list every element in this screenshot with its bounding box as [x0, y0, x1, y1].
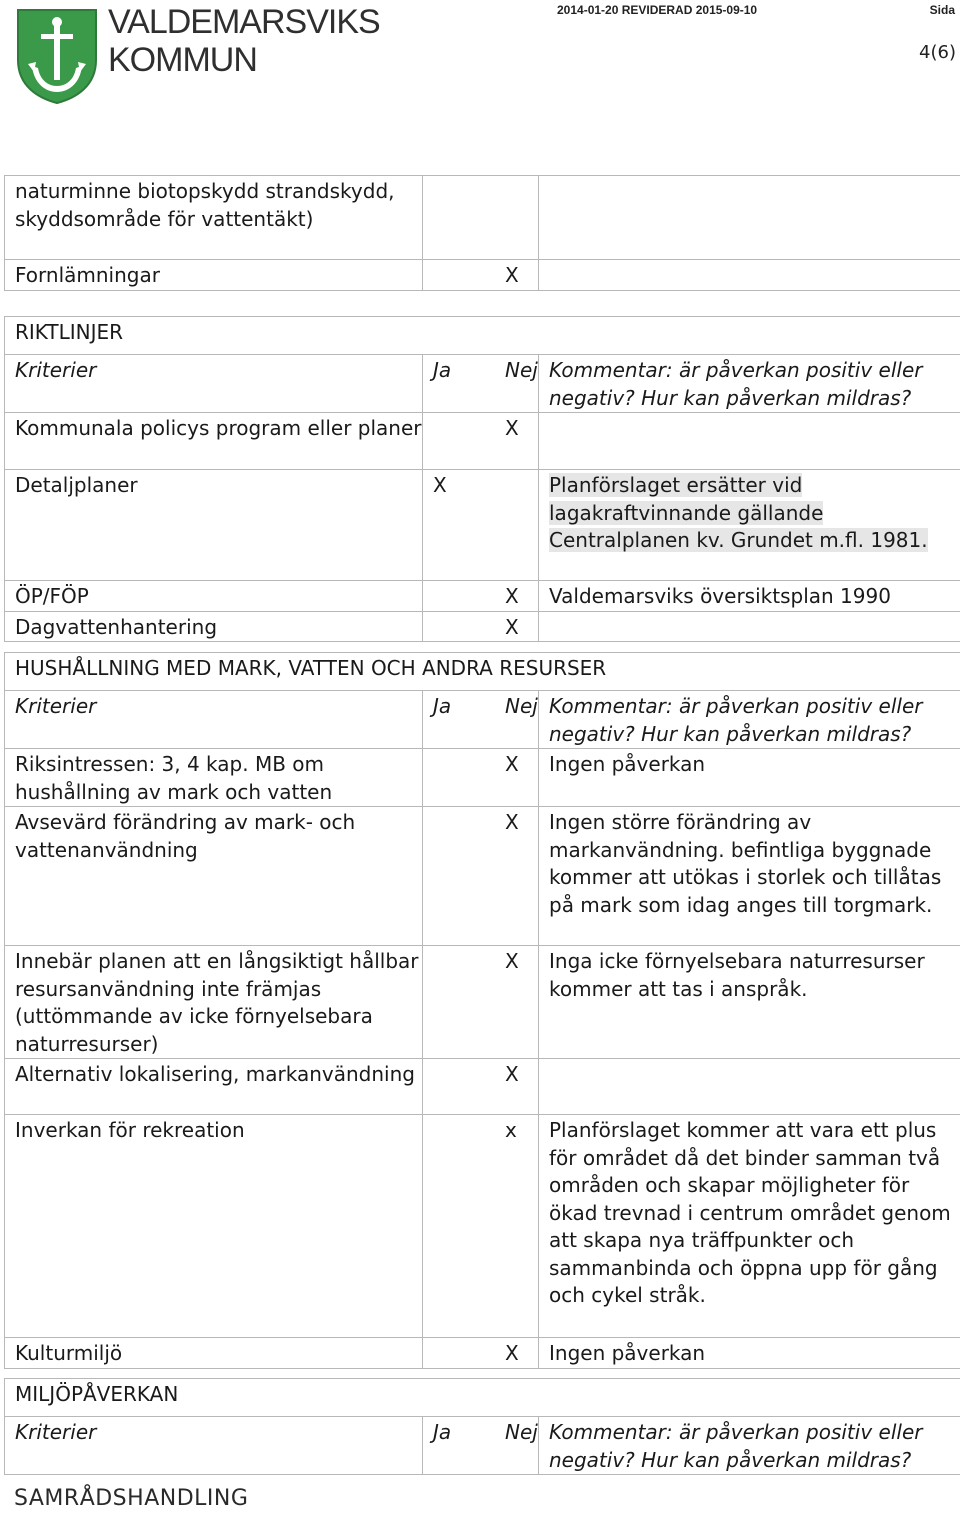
nej-mark: x [505, 1118, 517, 1142]
criterion-cell: naturminne biotopskydd strandskydd, skyddsområde för vattentäkt) [5, 176, 423, 260]
ja-header: Ja [433, 1420, 452, 1444]
mark-cell [423, 413, 539, 470]
mark-cell [423, 946, 539, 1059]
nej-mark: X [505, 614, 519, 639]
criterion-cell: Innebär planen att en långsiktigt hållbar resursanvändning inte främjas (uttömmande av icke förnyelsebara naturresurser) [5, 946, 423, 1059]
table-row [5, 176, 960, 260]
column-header-row [5, 355, 960, 413]
comment-cell: Valdemarsviks översiktsplan 1990 [539, 581, 960, 612]
mark-cell [423, 176, 539, 260]
criteria-header: Kriterier [5, 1417, 423, 1475]
mark-cell [423, 470, 539, 581]
mark-cell [423, 749, 539, 807]
nej-header: Nej [505, 694, 538, 718]
comment-cell: Ingen påverkan [539, 749, 960, 807]
table-row [5, 749, 960, 807]
nej-mark: X [505, 263, 519, 287]
nej-mark: X [505, 584, 519, 608]
criterion-cell: Detaljplaner [5, 470, 423, 581]
comment-cell [539, 1059, 960, 1115]
riktlinjer-table [4, 316, 960, 642]
comment-header: Kommentar: är påverkan positiv eller negativ? Hur kan påverkan mildras? [539, 355, 960, 413]
table-row [5, 470, 960, 581]
revision-date: 2014-01-20 REVIDERAD 2015-09-10 [557, 3, 758, 17]
section-title-row [5, 317, 960, 355]
criterion-cell: Dagvattenhantering [5, 611, 423, 642]
table-row [5, 1059, 960, 1115]
table-row [5, 946, 960, 1059]
comment-cell: Inga icke förnyelsebara naturresurser kommer att tas i anspråk. [539, 946, 960, 1059]
mark-cell [423, 260, 539, 291]
comment-cell [539, 470, 960, 581]
comment-cell [539, 260, 960, 291]
nej-mark: X [505, 949, 519, 973]
table-row [5, 611, 960, 642]
criterion-cell: Alternativ lokalisering, markanvändning [5, 1059, 423, 1115]
criterion-cell: Kommunala policys program eller planer [5, 413, 423, 470]
section-title: HUSHÅLLNING MED MARK, VATTEN OCH ANDRA RESURSER [5, 653, 960, 691]
org-name-line1: VALDEMARSVIKS [108, 3, 380, 41]
criterion-cell: ÖP/FÖP [5, 581, 423, 612]
section-title: RIKTLINJER [5, 317, 960, 355]
mark-cell [423, 1338, 539, 1369]
nej-mark: X [505, 416, 519, 440]
table-row [5, 807, 960, 946]
ja-nej-header [423, 355, 539, 413]
table-row [5, 260, 960, 291]
section-title-row [5, 653, 960, 691]
criterion-cell: Fornlämningar [5, 260, 423, 291]
ja-header: Ja [433, 694, 452, 718]
ja-header: Ja [433, 358, 452, 382]
comment-cell [539, 413, 960, 470]
miljopaverkan-table [4, 1378, 960, 1475]
page-number: 4(6) [919, 42, 956, 63]
criterion-cell: Riksintressen: 3, 4 kap. MB om hushållning av mark och vatten [5, 749, 423, 807]
comment-header: Kommentar: är påverkan positiv eller negativ? Hur kan påverkan mildras? [539, 1417, 960, 1475]
column-header-row [5, 691, 960, 749]
criteria-header: Kriterier [5, 355, 423, 413]
highlighted-comment: Planförslaget ersätter vid lagakraftvinnande gällande Centralplanen kv. Grundet m.fl. 1981. [549, 473, 928, 552]
comment-cell: Planförslaget kommer att vara ett plus för området då det binder samman två områden och skapar möjligheter för ökad trevnad i centrum området genom att skapa nya träffpunkter och sammanbinda och öppna upp för gång och cykel stråk. [539, 1115, 960, 1338]
mark-cell [423, 1059, 539, 1115]
section-title-row [5, 1379, 960, 1417]
page-label: Sida [929, 3, 955, 17]
column-header-row [5, 1417, 960, 1475]
mark-cell [423, 611, 539, 642]
nej-mark: X [505, 1341, 519, 1365]
nej-mark: X [505, 1062, 519, 1086]
comment-header: Kommentar: är påverkan positiv eller negativ? Hur kan påverkan mildras? [539, 691, 960, 749]
criterion-cell: Inverkan för rekreation [5, 1115, 423, 1338]
mark-cell [423, 1115, 539, 1338]
comment-cell: Ingen större förändring av markanvändning. befintliga byggnade kommer att utökas i storlek och tillåtas på mark som idag anges till torgmark. [539, 807, 960, 946]
anchor-logo-icon [16, 8, 98, 104]
comment-cell [539, 176, 960, 260]
ja-mark: X [433, 473, 447, 497]
section-title: MILJÖPÅVERKAN [5, 1379, 960, 1417]
footer-label: SAMRÅDSHANDLING [14, 1486, 249, 1511]
ja-nej-header [423, 691, 539, 749]
page-header [0, 0, 960, 110]
criteria-header: Kriterier [5, 691, 423, 749]
ja-nej-header [423, 1417, 539, 1475]
mark-cell [423, 807, 539, 946]
org-name-line2: KOMMUN [108, 41, 257, 79]
criterion-cell: Avsevärd förändring av mark- och vattenanvändning [5, 807, 423, 946]
nej-mark: X [505, 752, 519, 776]
hushallning-table [4, 652, 960, 1369]
table-row [5, 1338, 960, 1369]
nej-header: Nej [505, 358, 538, 382]
mark-cell [423, 581, 539, 612]
comment-cell [539, 611, 960, 642]
criterion-cell: Kulturmiljö [5, 1338, 423, 1369]
table-row [5, 581, 960, 612]
nej-header: Nej [505, 1420, 538, 1444]
table-row [5, 413, 960, 470]
nej-mark: X [505, 810, 519, 834]
continuation-table [4, 175, 960, 291]
comment-cell: Ingen påverkan [539, 1338, 960, 1369]
table-row [5, 1115, 960, 1338]
